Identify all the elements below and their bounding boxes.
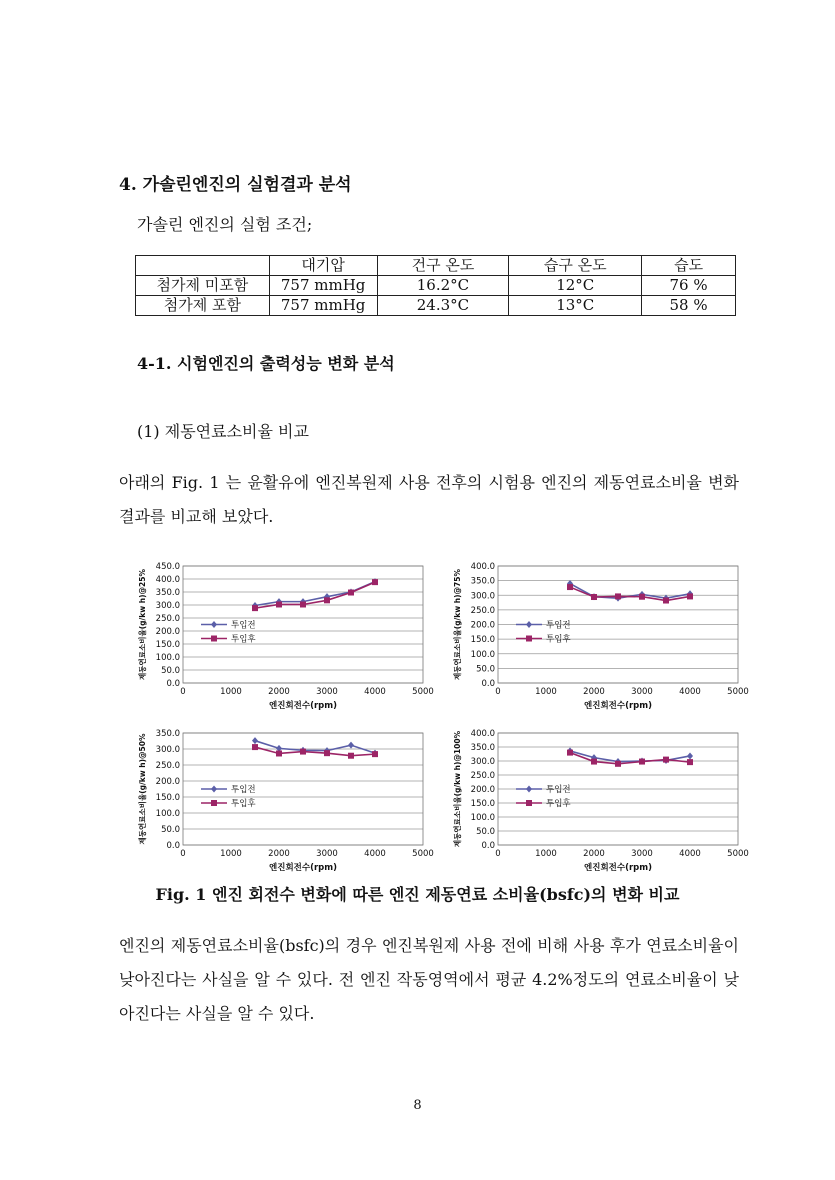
- y-tick-label: 300.0: [470, 757, 495, 767]
- y-tick-label: 100.0: [155, 653, 180, 663]
- y-tick-label: 150.0: [155, 640, 180, 650]
- table-row: [136, 276, 736, 296]
- data-point: [276, 601, 282, 607]
- x-tick-label: 2000: [268, 687, 290, 697]
- series-line: [255, 747, 375, 756]
- y-tick-label: 350.0: [155, 729, 180, 739]
- y-axis-label: 제동연료소비율(g/kw h)@25%: [138, 569, 147, 680]
- x-tick-label: 1000: [535, 687, 557, 697]
- x-tick-label: 5000: [412, 849, 434, 859]
- legend-marker: [211, 636, 217, 642]
- table-cell: 첨가제 미포함: [136, 276, 270, 296]
- y-tick-label: 400.0: [155, 575, 180, 585]
- y-tick-label: 450.0: [155, 562, 180, 572]
- data-point: [276, 750, 282, 756]
- y-tick-label: 150.0: [155, 793, 180, 803]
- table-header-cell: 대기압: [269, 256, 377, 276]
- legend-label: 투입전: [546, 785, 571, 795]
- data-point: [348, 753, 354, 759]
- data-point: [663, 757, 669, 763]
- x-axis-label: 엔진회전수(rpm): [584, 701, 652, 711]
- legend-marker: [526, 786, 532, 793]
- table-cell: 58 %: [642, 296, 736, 316]
- y-tick-label: 250.0: [470, 771, 495, 781]
- y-tick-label: 50.0: [161, 666, 180, 676]
- data-point: [324, 750, 330, 756]
- paragraph-result: 엔진의 제동연료소비율(bsfc)의 경우 엔진복원제 사용 전에 비해 사용 후가 연료소비율이 낮아진다는 사실을 알 수 있다. 전 엔진 작동영역에서 평균 4.2%정도의 연료소비율이 낮아진다는 사실을 알 수 있다.: [119, 936, 739, 1023]
- y-tick-label: 150.0: [470, 799, 495, 809]
- y-tick-label: 0.0: [166, 679, 180, 689]
- table-cell: 757 mmHg: [269, 276, 377, 296]
- y-tick-label: 350.0: [470, 576, 495, 587]
- y-tick-label: 300.0: [155, 745, 180, 755]
- y-tick-label: 0.0: [166, 841, 180, 851]
- x-tick-label: 5000: [727, 687, 749, 697]
- data-point: [615, 593, 621, 599]
- legend-marker: [526, 636, 532, 642]
- data-point: [348, 742, 354, 749]
- data-point: [591, 759, 597, 765]
- y-tick-label: 50.0: [161, 825, 180, 835]
- data-point: [687, 593, 693, 599]
- data-point: [663, 598, 669, 604]
- legend-marker: [211, 621, 217, 628]
- data-point: [687, 752, 693, 759]
- table-cell: 24.3°C: [377, 296, 509, 316]
- bsfc-chart-50: [135, 727, 435, 877]
- y-tick-label: 100.0: [470, 649, 495, 660]
- section-title: 4. 가솔린엔진의 실험결과 분석: [119, 175, 352, 195]
- legend-marker: [526, 800, 532, 806]
- table-cell: 첨가제 포함: [136, 296, 270, 316]
- x-tick-label: 4000: [679, 687, 701, 697]
- y-tick-label: 350.0: [470, 743, 495, 753]
- series-line: [255, 582, 375, 608]
- x-tick-label: 0: [180, 849, 186, 859]
- figure-caption: Fig. 1 엔진 회전수 변화에 따른 엔진 제동연료 소비율(bsfc)의 변화 비교: [155, 885, 680, 904]
- x-tick-label: 3000: [631, 849, 653, 859]
- legend-label: 투입전: [231, 785, 256, 795]
- x-tick-label: 2000: [583, 687, 605, 697]
- y-tick-label: 200.0: [470, 620, 495, 631]
- legend-marker: [211, 800, 217, 806]
- y-axis-label: 제동연료소비율(g/kw h)@75%: [453, 569, 462, 680]
- y-tick-label: 250.0: [470, 605, 495, 616]
- data-point: [591, 594, 597, 600]
- y-tick-label: 400.0: [470, 729, 495, 739]
- conditions-intro: 가솔린 엔진의 실험 조건;: [137, 215, 313, 234]
- data-point: [567, 750, 573, 756]
- x-tick-label: 1000: [220, 849, 242, 859]
- y-tick-label: 200.0: [155, 627, 180, 637]
- bsfc-chart-75: [450, 560, 750, 715]
- legend-label: 투입후: [231, 799, 256, 809]
- data-point: [252, 744, 258, 750]
- table-cell: 12°C: [509, 276, 642, 296]
- data-point: [372, 579, 378, 585]
- x-tick-label: 1000: [220, 687, 242, 697]
- table-cell: 13°C: [509, 296, 642, 316]
- legend-marker: [211, 786, 217, 793]
- legend-label: 투입후: [231, 634, 256, 645]
- subsection-title: 4-1. 시험엔진의 출력성능 변화 분석: [137, 354, 395, 373]
- legend-marker: [526, 621, 532, 628]
- x-tick-label: 3000: [316, 849, 338, 859]
- legend-label: 투입후: [546, 799, 571, 809]
- x-tick-label: 1000: [535, 849, 557, 859]
- y-tick-label: 300.0: [155, 601, 180, 611]
- legend-label: 투입전: [546, 620, 571, 631]
- legend-label: 투입후: [546, 634, 571, 645]
- x-tick-label: 2000: [583, 849, 605, 859]
- y-axis-label: 제동연료소비율(g/kw h)@50%: [138, 733, 147, 845]
- table-header-cell: [136, 256, 270, 276]
- legend-label: 투입전: [231, 620, 256, 631]
- data-point: [300, 749, 306, 755]
- data-point: [639, 594, 645, 600]
- x-tick-label: 0: [180, 687, 186, 697]
- x-tick-label: 0: [495, 849, 501, 859]
- table-header-row: [136, 256, 736, 276]
- data-point: [687, 759, 693, 765]
- x-tick-label: 5000: [727, 849, 749, 859]
- x-axis-label: 엔진회전수(rpm): [584, 863, 652, 873]
- table-cell: 76 %: [642, 276, 736, 296]
- series-line: [570, 587, 690, 600]
- conditions-table: [135, 255, 736, 316]
- series-line: [570, 753, 690, 764]
- y-tick-label: 350.0: [155, 588, 180, 598]
- y-tick-label: 0.0: [481, 679, 495, 689]
- x-tick-label: 3000: [316, 687, 338, 697]
- y-tick-label: 250.0: [155, 614, 180, 624]
- table-row: [136, 296, 736, 316]
- x-tick-label: 4000: [364, 849, 386, 859]
- table-header-cell: 습구 온도: [509, 256, 642, 276]
- data-point: [615, 761, 621, 767]
- data-point: [252, 737, 258, 744]
- y-tick-label: 50.0: [476, 827, 495, 837]
- page-number: 8: [413, 1098, 422, 1113]
- y-tick-label: 400.0: [470, 562, 495, 572]
- y-tick-label: 300.0: [470, 591, 495, 602]
- data-point: [324, 597, 330, 603]
- data-point: [252, 605, 258, 611]
- data-point: [639, 759, 645, 765]
- table-header-cell: 습도: [642, 256, 736, 276]
- y-tick-label: 250.0: [155, 761, 180, 771]
- x-tick-label: 0: [495, 687, 501, 697]
- table-cell: 16.2°C: [377, 276, 509, 296]
- y-tick-label: 100.0: [470, 813, 495, 823]
- y-tick-label: 200.0: [470, 785, 495, 795]
- x-tick-label: 5000: [412, 687, 434, 697]
- x-axis-label: 엔진회전수(rpm): [269, 701, 337, 711]
- item-title: (1) 제동연료소비율 비교: [137, 422, 309, 441]
- bsfc-chart-100: [450, 727, 750, 877]
- y-tick-label: 100.0: [155, 809, 180, 819]
- x-tick-label: 4000: [364, 687, 386, 697]
- table-cell: 757 mmHg: [269, 296, 377, 316]
- y-tick-label: 200.0: [155, 777, 180, 787]
- paragraph-intro: 아래의 Fig. 1 는 윤활유에 엔진복원제 사용 전후의 시험용 엔진의 제동연료소비율 변화 결과를 비교해 보았다.: [119, 473, 739, 526]
- x-tick-label: 4000: [679, 849, 701, 859]
- table-header-cell: 건구 온도: [377, 256, 509, 276]
- x-tick-label: 2000: [268, 849, 290, 859]
- data-point: [372, 751, 378, 757]
- y-axis-label: 제동연료소비율(g/kw h)@100%: [453, 730, 462, 848]
- x-axis-label: 엔진회전수(rpm): [269, 863, 337, 873]
- y-tick-label: 50.0: [476, 664, 495, 675]
- y-tick-label: 150.0: [470, 635, 495, 646]
- x-tick-label: 3000: [631, 687, 653, 697]
- data-point: [348, 590, 354, 596]
- data-point: [300, 601, 306, 607]
- data-point: [567, 584, 573, 590]
- y-tick-label: 0.0: [481, 841, 495, 851]
- bsfc-chart-25: [135, 560, 435, 715]
